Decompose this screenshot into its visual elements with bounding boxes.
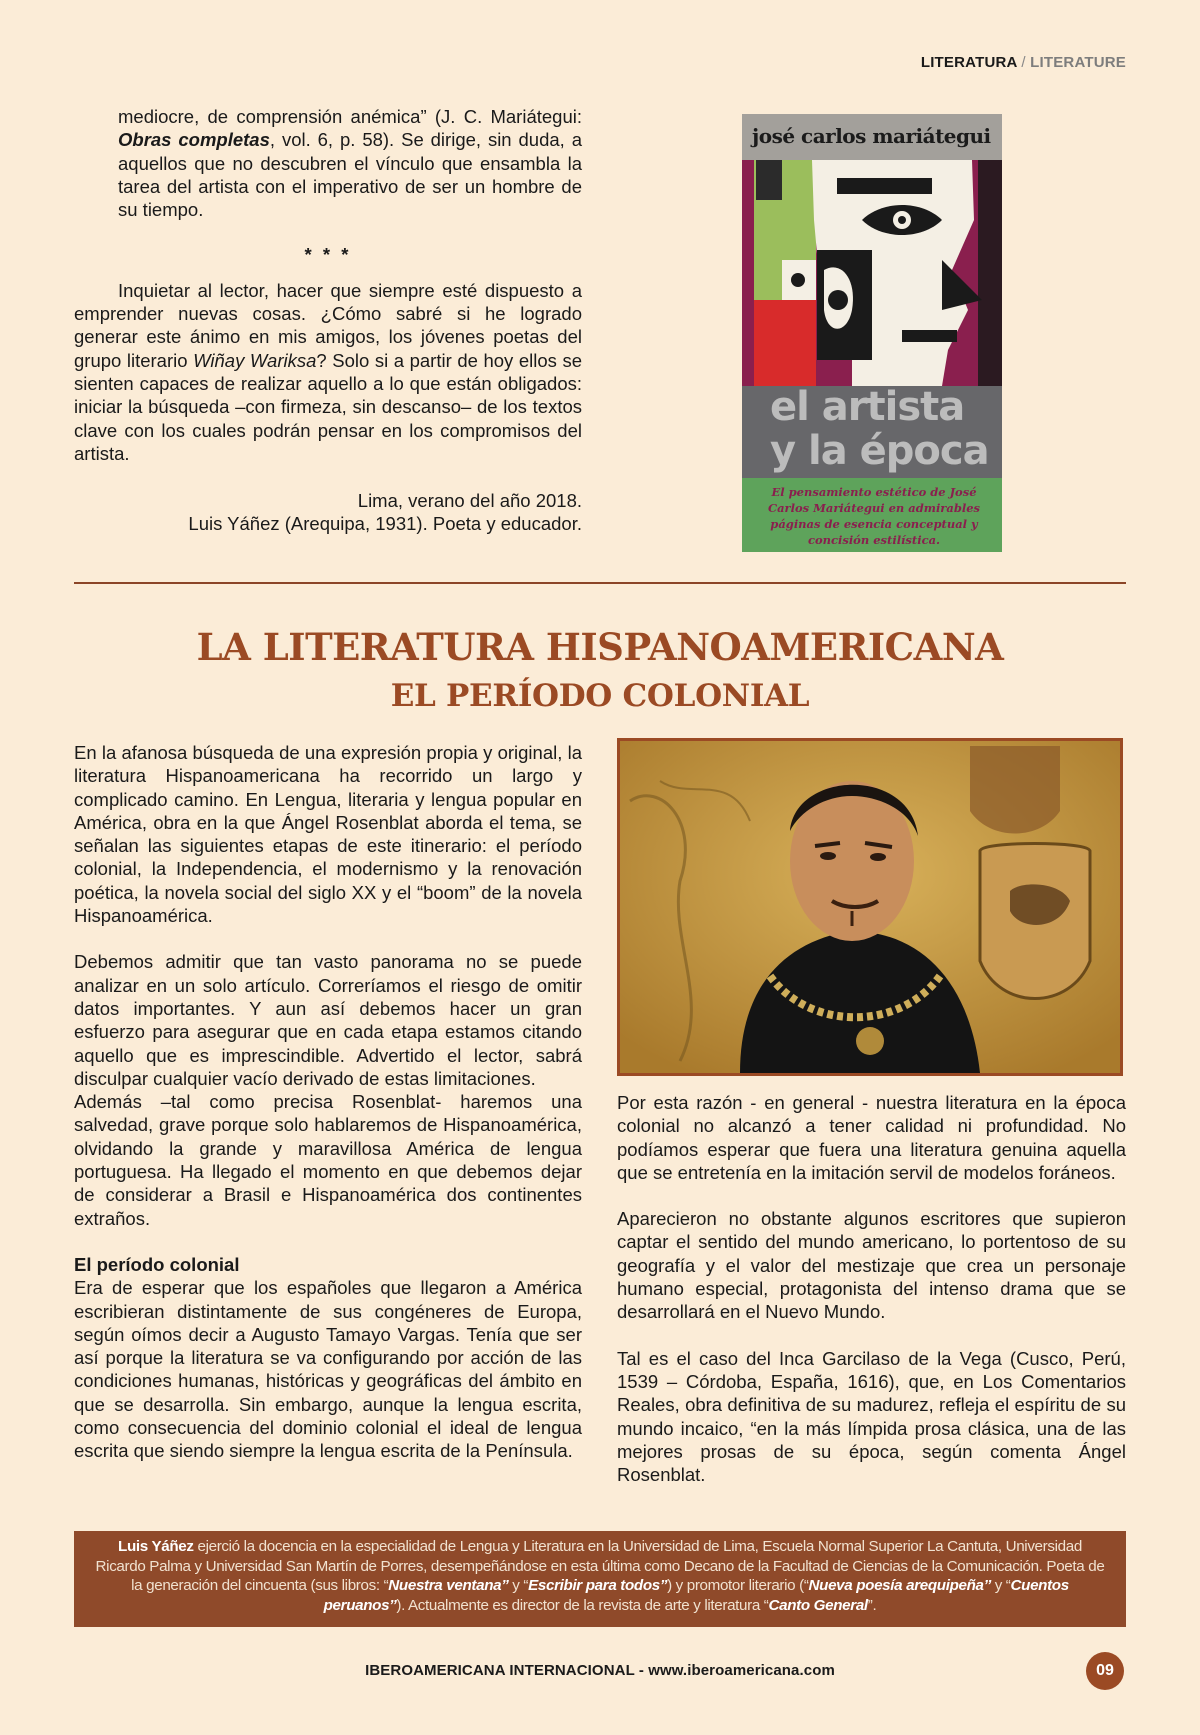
book-cover-face-artwork xyxy=(742,160,1002,386)
top-article-paragraph-2 xyxy=(74,279,582,465)
text-run: ? Solo si a partir de hoy ellos se sienten capaces de realizar aquello a lo que están obligados: iniciar la búsqueda –con firmeza, sin descanso– de los textos clave con los cuales podrán pensar en los compromisos del artista. xyxy=(74,349,582,464)
top-article-text xyxy=(74,105,582,536)
section-divider-stars: * * * xyxy=(304,244,352,266)
article-subtitle: EL PERÍODO COLONIAL xyxy=(390,678,810,714)
footer-text: IBEROAMERICANA INTERNACIONAL - www.iberoamericana.com xyxy=(365,1662,835,1679)
author-bio-box xyxy=(74,1531,1126,1627)
article-title: LA LITERATURA HISPANOAMERICANA xyxy=(196,625,1004,669)
section-separator: / xyxy=(1021,54,1026,71)
left-paragraph-2: Debemos admitir que tan vasto panorama no se puede analizar en un solo artículo. Correríamos el riesgo de omitir datos importantes. Y aun así debemos hacer un gran esfuerzo para asegurar que en cada etapa estamos citando aquello que es imprescindible. Advertido el lector, sabrá disculpar cualquier vacío derivado de estas limitaciones. xyxy=(74,951,582,1089)
right-paragraph-2: Aparecieron no obstante algunos escritores que supieron captar el sentido del mundo americano, lo portentoso de su geografía y el valor del mestizaje que crea un personaje humano especial, protagonista del intenso drama que se desarrollará en el Nuevo Mundo. xyxy=(617,1208,1126,1323)
right-paragraph-3: Tal es el caso del Inca Garcilaso de la Vega (Cusco, Perú, 1539 – Córdoba, España, 1616), que, en Los Comentarios Reales, obra definitiva de su madurez, refleja el espíritu de su mundo incaico, “en la más límpida prosa clásica, una de las mejores prosas de su época, según comenta Ángel Rosenblat. xyxy=(617,1347,1126,1486)
left-paragraph-3: Además –tal como precisa Rosenblat- haremos una salvedad, grave porque solo hablaremos de Hispanoamérica, olvidando la grande y maravillosa América de lengua portuguesa. Ha llegado el momento en que debemos dejar de considerar a Brasil e Hispanoamérica dos continentes extraños. xyxy=(74,1091,582,1229)
text-run: Inquietar al lector, hacer que siempre esté dispuesto a emprender nuevas cosas. ¿Cómo sabré si he logrado generar este ánimo en mis amigos, los jóvenes poetas del grupo literario xyxy=(74,279,582,371)
text-run: y “ xyxy=(990,1577,1011,1595)
book-title: Obras completas xyxy=(118,129,270,151)
left-paragraph-4: Era de esperar que los españoles que llegaron a América escribieran distintamente de sus congéneres de Europa, según oímos decir a Augusto Tamayo Vargas. Tenía que ser así porque la literatura se va configurando por acción de las condiciones humanas, históricas y geográficas del ámbito en que se desarrolla. Sin embargo, aunque la lengua escrita, como consecuencia del dominio colonial el ideal de lengua escrita que siendo siempre la lengua escrita de la Península. xyxy=(74,1277,582,1462)
right-paragraph-1: Por esta razón - en general - nuestra literatura en la época colonial no alcanzó a tener calidad ni profundidad. No podíamos esperar que fuera una literatura genuina aquella que se entretenía en la imitación servil de modelos foráneos. xyxy=(617,1092,1126,1183)
section-name-english: LITERATURE xyxy=(1030,54,1126,71)
author-signature: Luis Yáñez (Arequipa, 1931). Poeta y educador. xyxy=(188,513,582,535)
signature-block xyxy=(74,489,582,536)
book-cover-title-line-1: el artista xyxy=(770,384,965,430)
place-date: Lima, verano del año 2018. xyxy=(357,490,582,512)
text-run: ). Actualmente es director de la revista de arte y literatura “ xyxy=(396,1597,769,1615)
text-run: ejerció la docencia en la especialidad de Lengua y Literatura en la Universidad de Lima, Escuela Normal Superior La Cantuta, Universidad Ricardo Palma y Universidad San Martín de Porres, desempeñándose en esta última como Decano de la Facultad de Ciencias de la Comunicación. Poeta de la generación del cincuenta (sus libros: “ xyxy=(95,1538,1105,1595)
horizontal-rule xyxy=(74,582,1126,584)
article-right-column xyxy=(617,1091,1126,1486)
portrait-artwork xyxy=(620,741,1120,1073)
text-run: ) y promotor literario (“ xyxy=(667,1577,809,1595)
bio-book-title: Cuentos peruanos’’ xyxy=(323,1577,1069,1615)
text-run: , vol. 6, p. 58). Se dirige, sin duda, a aquellos que no descubren el vínculo que ensambla la tarea del artista con el imperativo de ser un hombre de su tiempo. xyxy=(118,129,582,221)
book-cover-title-line-2: y la época xyxy=(770,428,989,474)
top-article-paragraph-1 xyxy=(74,105,582,221)
book-cover-image xyxy=(742,114,1002,552)
bio-book-title: Nuestra ventana’’ xyxy=(388,1577,509,1595)
left-paragraph-1: En la afanosa búsqueda de una expresión propia y original, la literatura Hispanoamericana ha recorrido un largo y complicado camino. En Lengua, literaria y lengua popular en América, obra en la que Ángel Rosenblat aborda el tema, se señalan las siguientes etapas de este itinerario: el período colonial, la Independencia, el modernismo y la renovación poética, la novela social del siglo XX y el “boom” de la novela Hispanoamérica. xyxy=(74,742,582,927)
portrait-inca-garcilaso-image xyxy=(617,738,1123,1076)
text-run: mediocre, de comprensión anémica” (J. C. Mariátegui: xyxy=(118,106,582,127)
book-cover-author: josé carlos mariátegui xyxy=(752,124,991,148)
bio-magazine-title: Canto General xyxy=(768,1597,868,1615)
section-name: LITERATURA xyxy=(920,54,1017,71)
text-run: y “ xyxy=(508,1577,529,1595)
text-run: ”. xyxy=(867,1597,877,1615)
bio-book-title: Escribir para todos’’ xyxy=(528,1577,668,1595)
group-name: Wiñay Wariksa xyxy=(193,349,317,371)
bio-book-title: Nueva poesía arequipeña’’ xyxy=(808,1577,991,1595)
book-cover-subtitle: El pensamiento estético de José Carlos Mariátegui en admirables páginas de esencia conceptual y concisión estilística. xyxy=(767,485,981,547)
left-subheading: El período colonial xyxy=(74,1253,240,1275)
section-label xyxy=(921,54,1126,71)
page-number-badge: 09 xyxy=(1086,1652,1124,1690)
article-left-column xyxy=(74,741,582,1463)
bio-author-name: Luis Yáñez xyxy=(118,1538,194,1555)
